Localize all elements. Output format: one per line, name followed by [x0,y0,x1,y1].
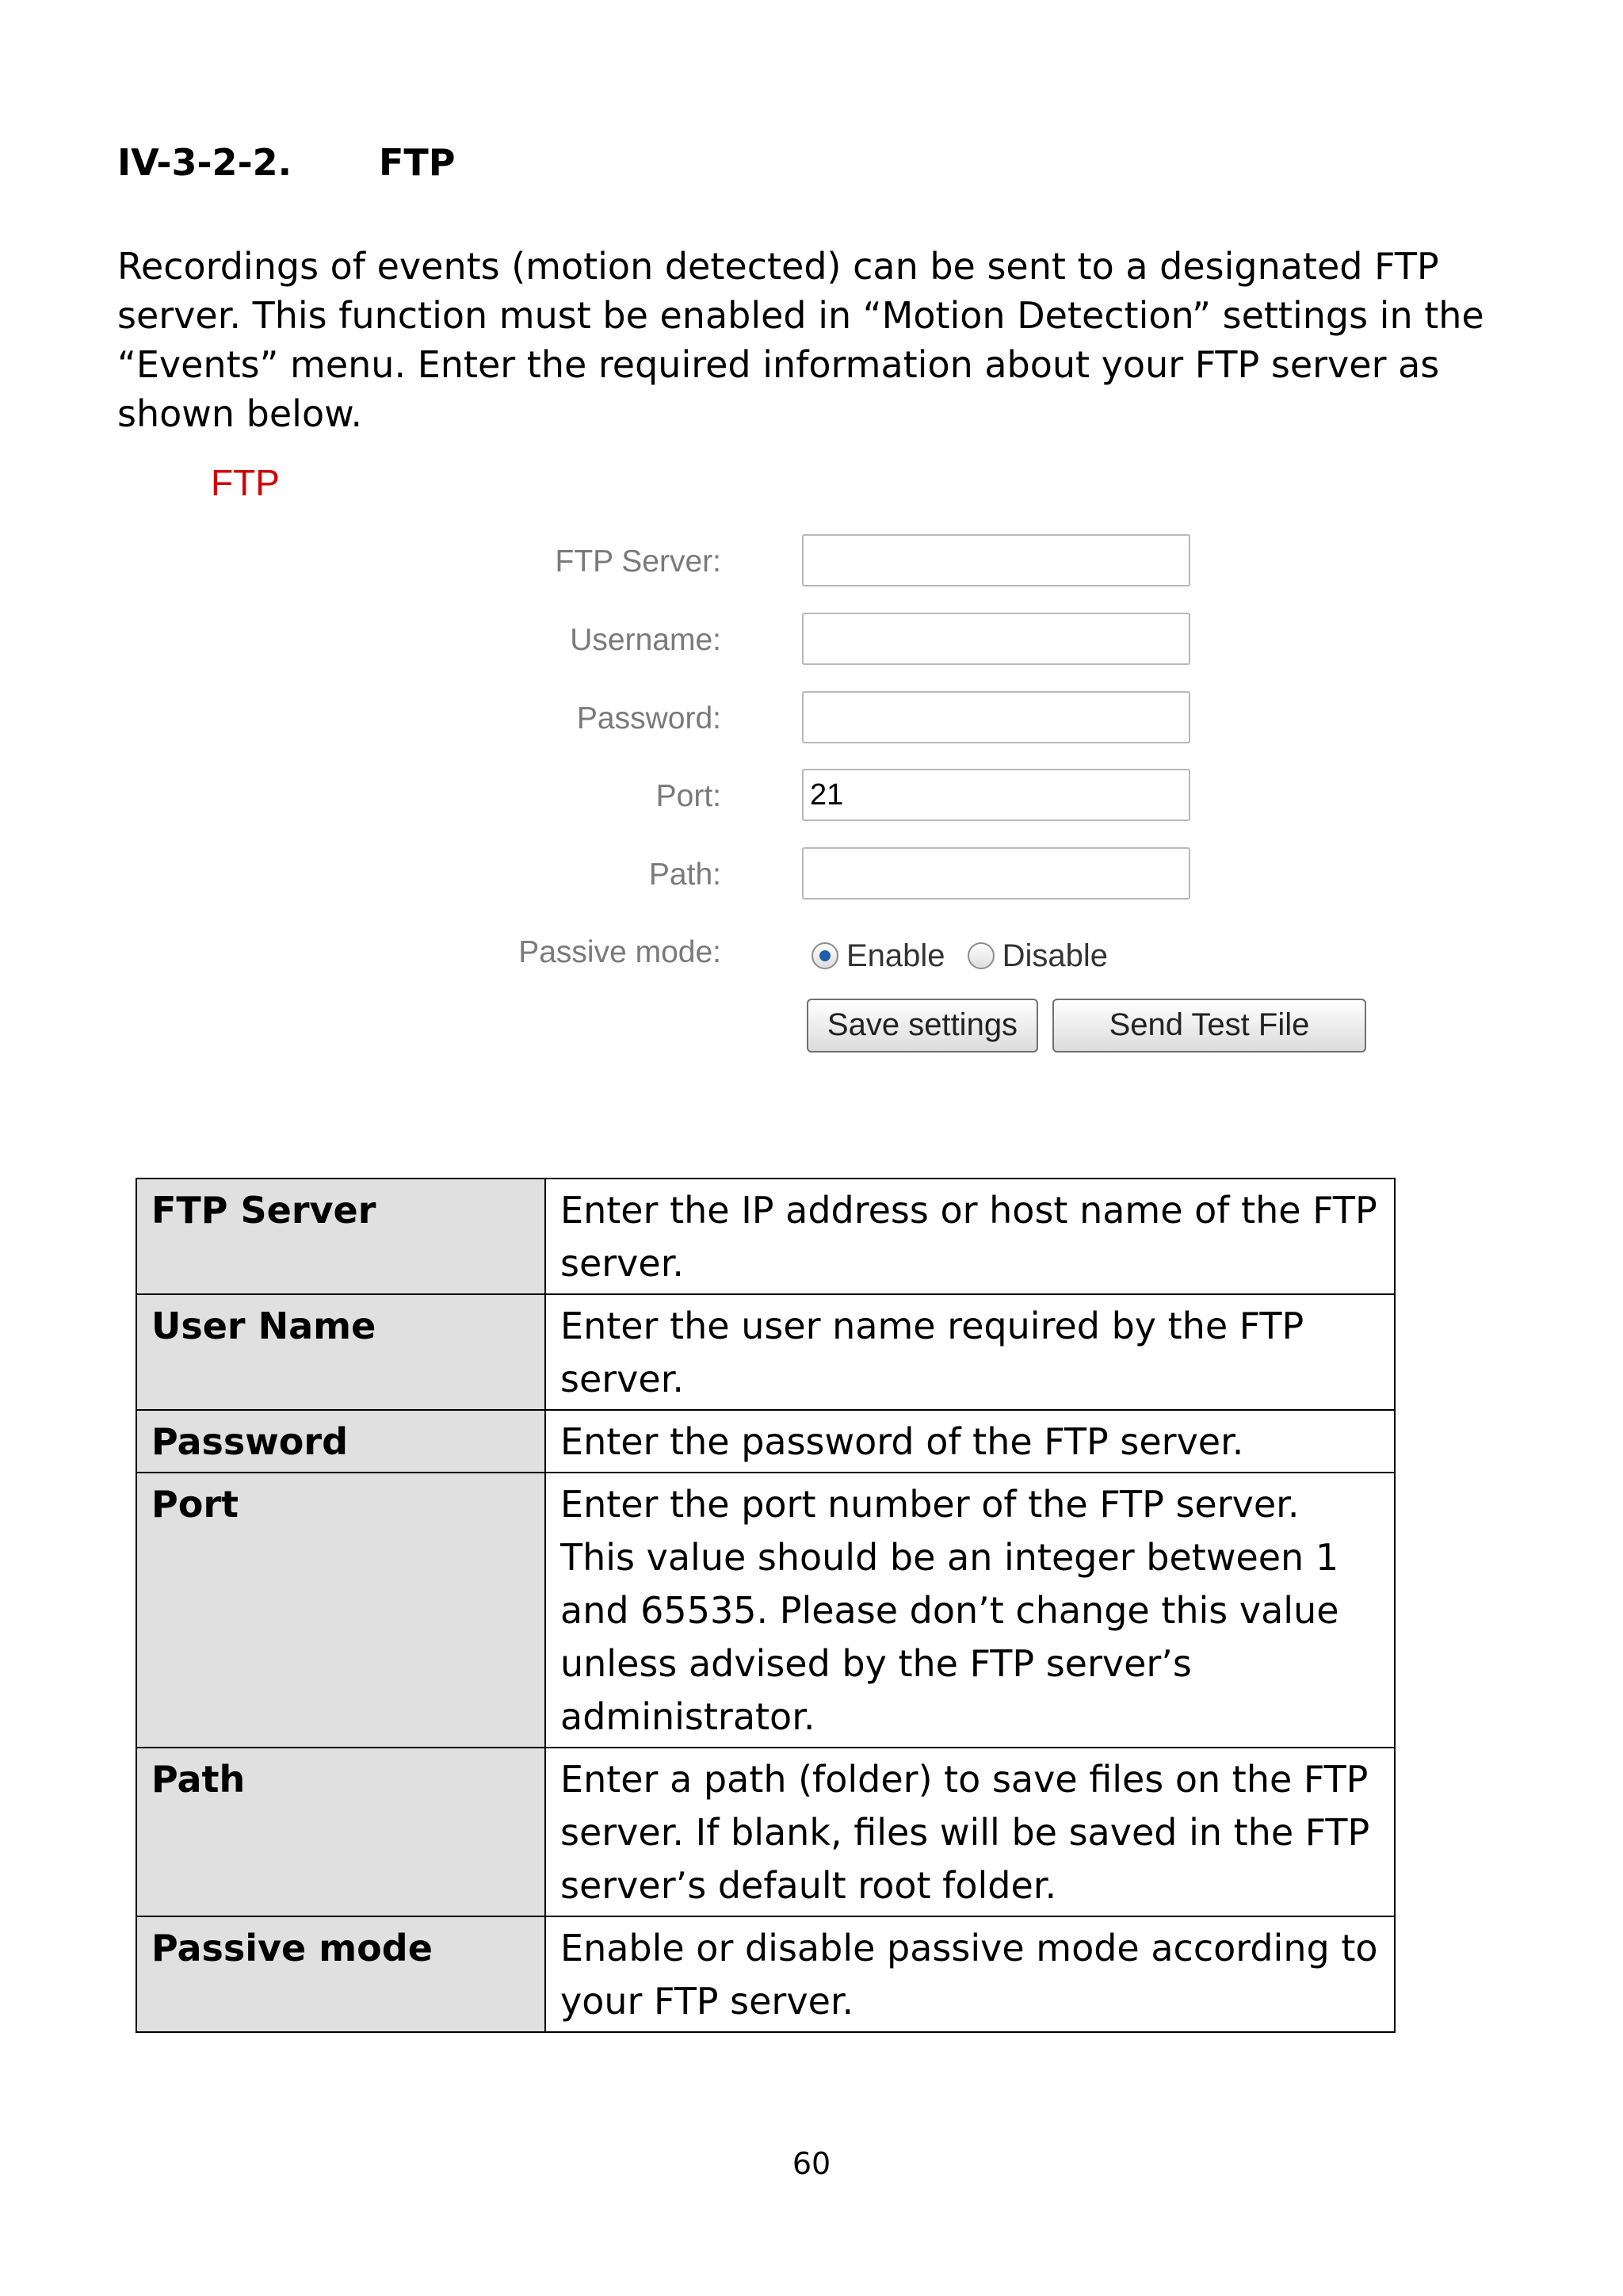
intro-paragraph: Recordings of events (motion detected) can be sent to a designated FTP server. This function must be enabled in “Motion Detection” settings in the “Events” menu. Enter the required information about your FTP server as shown below. [117,245,1484,435]
password-label: Password: [576,701,721,735]
save-settings-button[interactable]: Save settings [807,999,1038,1052]
table-desc-cell: Enter the port number of the FTP server. This value should be an integer between 1 and 65535. Please don’t change this value unless advised by the FTP server’s administrator. [545,1473,1395,1748]
table-row [136,1410,1395,1473]
table-row [136,1916,1395,2032]
section-number: IV-3-2-2. [117,141,292,184]
page-number: 60 [792,2146,831,2181]
path-input[interactable] [802,847,1190,900]
section-heading [117,141,456,184]
table-key-cell: Password [136,1410,545,1473]
ftp-server-row [475,533,721,589]
table-desc-cell: Enter the password of the FTP server. [545,1410,1395,1473]
enable-radio-label[interactable]: Enable [846,938,945,973]
username-input[interactable] [802,613,1190,665]
disable-radio-label[interactable]: Disable [1002,938,1108,973]
ftp-server-label: FTP Server: [555,544,721,579]
password-input[interactable] [802,691,1190,743]
section-title: FTP [379,141,456,184]
username-row [475,612,721,667]
password-row [475,690,721,746]
send-test-file-button[interactable]: Send Test File [1052,999,1366,1052]
table-desc-cell: Enter the user name required by the FTP server. [545,1294,1395,1410]
passive-mode-radio-group [812,934,1130,978]
passive-mode-label: Passive mode: [518,935,721,969]
table-row [136,1748,1395,1916]
ftp-server-input[interactable] [802,534,1190,586]
port-input[interactable] [802,769,1190,821]
path-label: Path: [648,858,721,892]
enable-radio[interactable] [812,942,838,969]
table-desc-cell: Enable or disable passive mode according to your FTP server. [545,1916,1395,2032]
field-description-table [136,1178,1396,2033]
table-key-cell: Port [136,1473,545,1748]
path-row [475,846,721,902]
port-label: Port: [655,779,721,813]
table-desc-cell: Enter a path (folder) to save files on the FTP server. If blank, files will be saved in the FTP server’s default root folder. [545,1748,1395,1916]
table-key-cell: Path [136,1748,545,1916]
table-key-cell: FTP Server [136,1179,545,1294]
table-desc-cell: Enter the IP address or host name of the FTP server. [545,1179,1395,1294]
port-row [475,768,721,823]
table-row [136,1294,1395,1410]
passive-mode-row [475,924,721,980]
table-key-cell: Passive mode [136,1916,545,2032]
ftp-panel-title: FTP [211,462,280,503]
table-row [136,1473,1395,1748]
table-row [136,1179,1395,1294]
disable-radio[interactable] [968,942,995,969]
username-label: Username: [570,623,721,657]
table-key-cell: User Name [136,1294,545,1410]
